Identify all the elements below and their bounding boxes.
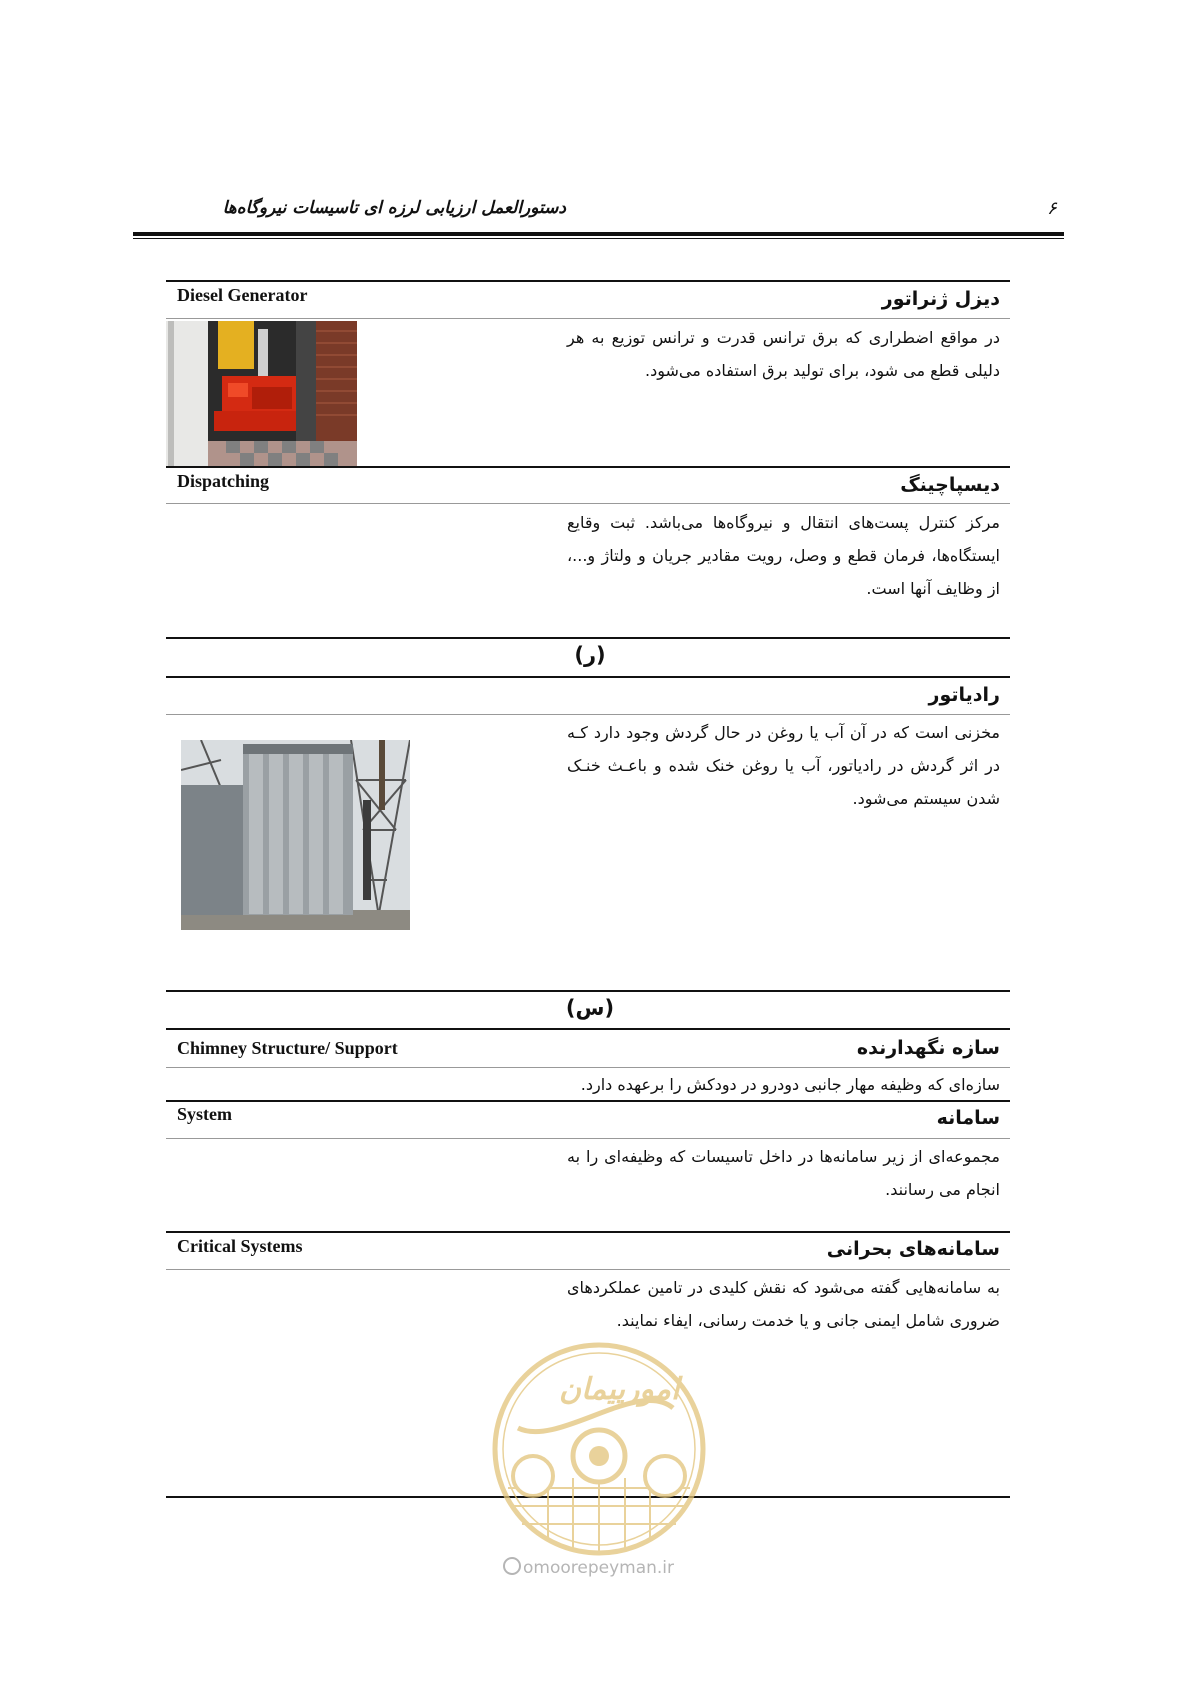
section-bottom-rule <box>166 676 1010 678</box>
entry-term-english: Diesel Generator <box>177 285 308 305</box>
section-bottom-rule <box>166 1028 1010 1030</box>
entry-term-english: Dispatching <box>177 471 270 491</box>
section-heading: (س) <box>565 996 615 1020</box>
entry-term-persian: دیسپاچینگ <box>900 474 1000 496</box>
entry-description: مرکز کنترل پست‌های انتقال و نیروگاه‌ها می‌باشد. ثبت وقایع ایستگاه‌ها، فرمان قطع و وصل، رویت مقادیر جریان و ولتاژ و...، از وظایف آنها است. <box>567 513 1000 598</box>
watermark-url <box>503 1557 674 1578</box>
entry-description: به سامانه‌هایی گفته می‌شود که نقش کلیدی در تامین عملکردهای ضروری شامل ایمنی جانی و یا خدمت رسانی، ایفاء نمایند. <box>567 1278 1000 1330</box>
entry-description: مجموعه‌ای از زیر سامانه‌ها در داخل تاسیسات که وظیفه‌ای را به انجام می رسانند. <box>567 1147 1000 1199</box>
entry-top-rule <box>166 280 1010 282</box>
entry-term-persian: سامانه‌های بحرانی <box>826 1238 1000 1260</box>
watermark-url-text: omoorepeyman.ir <box>523 1558 675 1578</box>
entry-divider <box>166 503 1010 504</box>
section-top-rule <box>166 637 1010 639</box>
radiator-transformer-photo <box>181 740 410 930</box>
header-rule-thick <box>133 232 1064 236</box>
entry-top-rule <box>166 1231 1010 1233</box>
diesel-generator-photo <box>166 321 357 466</box>
entry-top-rule <box>166 1100 1010 1102</box>
watermark-logo-text: امورپیمان <box>559 1372 680 1407</box>
header-rule-thin <box>133 238 1064 239</box>
entry-divider <box>166 1138 1010 1139</box>
page-number: ۶ <box>1047 198 1057 219</box>
entry-description: مخزنی است که در آن آب یا روغن در حال گردش وجود دارد کـه در اثر گردش در رادیاتور، آب یا روغن خنک شده و باعـث خنـک شدن سیستم می‌شود. <box>567 723 1000 808</box>
entry-term-english: System <box>177 1104 232 1124</box>
document-title: دستورالعمل ارزیابی لرزه ای تاسیسات نیروگاه‌ها <box>222 198 566 218</box>
section-heading: (ر) <box>574 643 606 667</box>
entry-term-persian: سامانه <box>936 1107 1000 1129</box>
watermark-logo <box>488 1338 710 1560</box>
entry-term-english: Chimney Structure/ Support <box>177 1038 398 1058</box>
entry-description: سازه‌ای که وظیفه مهار جانبی دودرو در دودکش را برعهده دارد. <box>580 1075 1000 1094</box>
entry-divider <box>166 714 1010 715</box>
entry-description: در مواقع اضطراری که برق ترانس قدرت و ترانس توزیع به هر دلیلی قطع می شود، برای تولید برق استفاده می‌شود. <box>567 328 1000 380</box>
entry-divider <box>166 1269 1010 1270</box>
entry-divider <box>166 318 1010 319</box>
entry-term-persian: دیزل ژنراتور <box>881 288 1000 310</box>
entry-term-persian: سازه نگهدارنده <box>856 1037 1000 1059</box>
entry-top-rule <box>166 466 1010 468</box>
entry-term-persian: رادیاتور <box>928 684 1000 706</box>
entry-term-english: Critical Systems <box>177 1236 303 1256</box>
section-top-rule <box>166 990 1010 992</box>
globe-icon <box>503 1557 521 1575</box>
